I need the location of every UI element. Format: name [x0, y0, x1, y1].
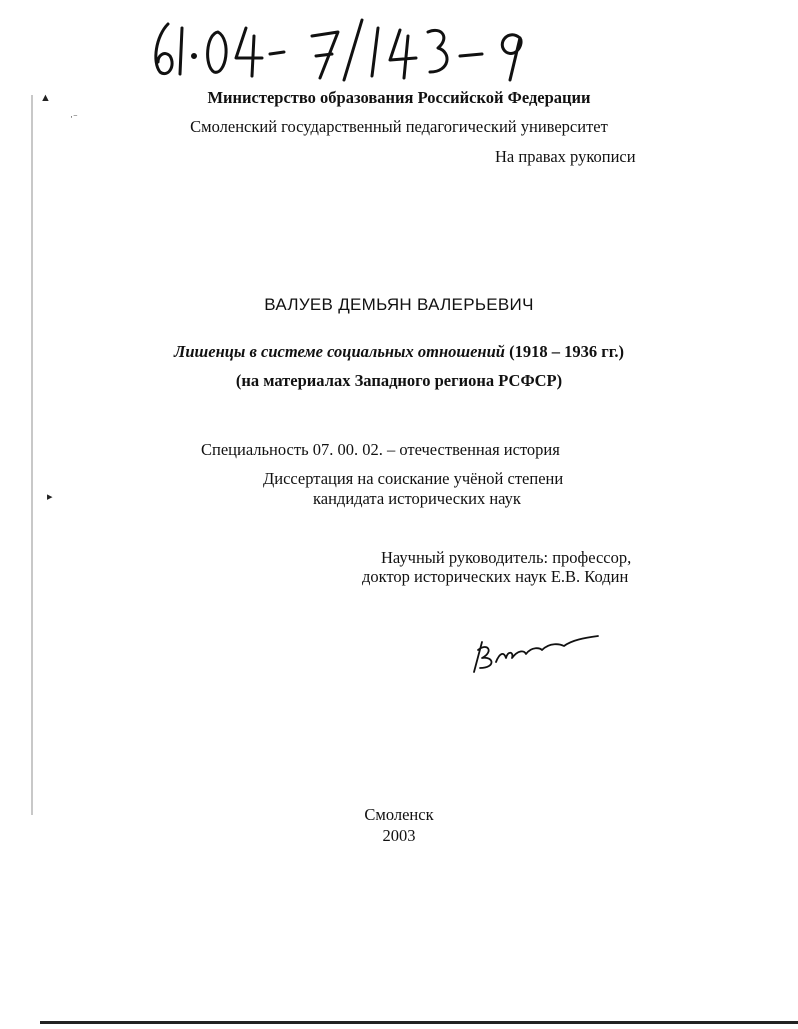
specialty-line: Специальность 07. 00. 02. – отечественная история — [201, 440, 560, 459]
handwritten-signature-icon — [468, 628, 603, 678]
scan-speck: ▸ — [47, 491, 53, 503]
university-name: Смоленский государственный педагогический университет — [190, 117, 608, 136]
rights-note: На правах рукописи — [495, 147, 636, 166]
dissertation-title — [0, 342, 798, 362]
author-name: ВАЛУЕВ ДЕМЬЯН ВАЛЕРЬЕВИЧ — [264, 295, 534, 314]
year: 2003 — [382, 826, 416, 845]
scan-speck: ·⁻ — [70, 112, 78, 122]
title-years: (1918 – 1936 гг.) — [504, 342, 624, 361]
ministry-heading: Министерство образования Российской Федерации — [207, 88, 591, 107]
handwritten-archive-code — [150, 14, 550, 84]
city: Смоленск — [364, 805, 434, 824]
advisor-line-1: Научный руководитель: профессор, — [381, 548, 632, 567]
scan-speck: ▲ — [40, 92, 51, 104]
title-italic-part: Лишенцы в системе социальных отношений — [174, 342, 505, 361]
advisor-line-2: доктор исторических наук Е.В. Кодин — [362, 567, 629, 586]
dissertation-subtitle: (на материалах Западного региона РСФСР) — [235, 371, 563, 390]
scan-bottom-edge — [40, 1021, 798, 1024]
degree-line-1: Диссертация на соискание учёной степени — [263, 469, 564, 488]
degree-line-2: кандидата исторических наук — [313, 489, 521, 508]
scan-margin-line — [31, 95, 33, 815]
